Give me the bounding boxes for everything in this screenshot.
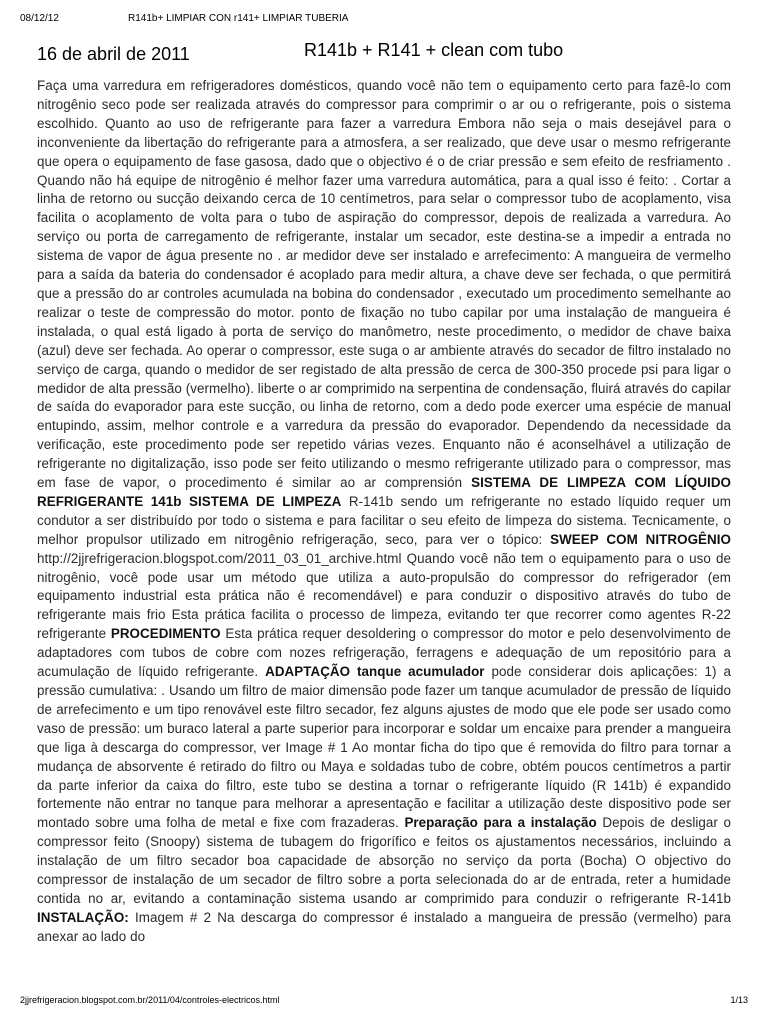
post-date: 16 de abril de 2011 — [37, 44, 190, 64]
print-date: 08/12/12 — [20, 13, 59, 24]
body-heading-sweep-nitrogen: SWEEP COM NITROGÊNIO — [550, 531, 731, 547]
body-heading-installation: INSTALAÇÃO: — [37, 909, 129, 925]
body-text: R-141b sendo um refrigerante no estado líquido requer um condutor a ser distribuído por todo o sistema e para facilitar o seu efeito de limpeza do sistema. Tecnicamente, o melhor propulsor utilizado em nitrogênio refrigeração, seco, para ver o tópico: — [37, 493, 732, 547]
post-title: R141b + R141 + clean com tubo — [304, 40, 564, 60]
body-heading-adaptation: ADAPTAÇÃO tanque acumulador — [265, 664, 485, 680]
article-body — [37, 77, 731, 947]
body-heading-preparation: Preparação para a instalação — [404, 815, 597, 831]
print-header — [20, 13, 748, 27]
body-text: Esta prática requer desoldering o compressor do motor e pelo desenvolvimento de adaptadores com tubos de cobre com nozes refrigeração, ferragens e adequação de um repositório para a acumulação de líquido refrigerante. — [37, 626, 731, 680]
body-heading-cleaning-system: SISTEMA DE LIMPEZA COM LÍQUIDO REFRIGERANTE 141b SISTEMA DE LIMPEZA — [37, 475, 732, 509]
print-footer — [20, 995, 748, 1009]
body-text: Imagem # 2 Na descarga do compressor é instalado a mangueira de pressão (vermelho) para anexar ao lado do — [37, 909, 731, 944]
print-document-title: R141b+ LIMPIAR CON r141+ LIMPIAR TUBERIA — [128, 13, 349, 24]
body-text: pode considerar dois aplicações: 1) a pressão cumulativa: . Usando um filtro de maior dimensão pode fazer um tanque acumulador de pressão de líquido de arrefecimento e um tipo renovável este filtro secador, fez alguns ajustes de modo que ele pode ser usado como vaso de pressão: um buraco lateral a parte superior para incorporar e soldar um encaixe para prender a mangueira que liga à descarga do compressor, ver Image # 1 Ao montar ficha do tipo que é removida do filtro para tornar a mudança de absorvente é retirado do filtro ou Maya e soldadas tubo de cobre, obtém poucos centímetros a partir da parte inferior da caixa do filtro, este tubo se destina a tornar o refrigerante líquido (R 141b) é expandido fortemente não entrar no tanque para melhorar a apresentação e facilitar a utilização deste dispositivo pode ser montado sobre uma folha de metal e fixe com frazaderas. — [37, 664, 731, 831]
body-text: Faça uma varredura em refrigeradores domésticos, quando você não tem o equipamento certo para fazê-lo com nitrogênio seco pode ser realizada através do compressor para comprimir o ar ou o refrigerante, pois o sistema escolhido. Quanto ao uso de refrigerante para fazer a varredura Embora não seja o mais desejável para o inconveniente da libertação do refrigerante para a atmosfera, a ser realizado, que deve usar o mesmo refrigerante que opera o equipamento de fase gasosa, dado que o objectivo é o de criar pressão e sem efeito de resfriamento . Quando não há equipe de nitrogênio é melhor fazer uma varredura automática, para a qual isso é feito: . Cortar a linha de retorno ou sucção deixando cerca de 10 centímetros, para selar o compressor tubo de acoplamento, visa facilita o acoplamento de volta para o tubo de aspiração do compressor, depois de realizada a varredura. Ao serviço ou porta de carregamento de refrigerante, instalar um secador, este destina-se a impedir a entrada no sistema de vapor de água presente no . ar medidor deve ser instalado e arrefecimento: A mangueira de vermelho para a saída da bateria do condensador é acoplado para medir altura, a chave deve ser fechada, o que permitirá que a pressão do ar controles acumulada na bobina do condensador , executado um procedimento semelhante ao realizar o teste de compressão do motor. ponto de fixação no tubo capilar por uma instalação de mangueira é instalada, o qual está ligado à porta de serviço do manômetro, neste procedimento, o medidor de chave baixa (azul) deve ser fechada. Ao operar o compressor, este suga o ar ambiente através do secador de filtro instalado no serviço de carga, quando o medidor de ser registado de alta pressão de cerca de 300-350 procede psi para ligar o medidor de alta pressão (vermelho). liberte o ar comprimido na serpentina de condensação, fluirá através do capilar de saída do evaporador para este sucção, ou linha de retorno, com a dedo pode exercer uma espécie de manual entupindo, assim, melhor controle e a varredura da pressão do evaporador. Dependendo da necessidade da verificação, este procedimento pode ser repetido várias vezes. Enquanto não é aconselhável a utilização de refrigerante no digitalização, isso pode ser feito utilizando o mesmo refrigerante utilizado para o compressor, mas em fase de vapor, o procedimento é similar ao ar comprensión — [37, 78, 731, 491]
body-heading-procedure: PROCEDIMENTO — [110, 626, 221, 642]
print-page-number: 1/13 — [730, 995, 748, 1005]
body-text: http://2jjrefrigeracion.blogspot.com/2011_03_01_archive.html Quando você não tem o equipamento para o uso de nitrogênio, você pode usar um método que utiliza a auto-propulsão do compressor do refrigerador (em equipamento industrial esta prática não é recomendável) e para conduzir o dispositivo através do tubo de refrigerante mais frio Esta prática facilita o processo de limpeza, evitando ter que recorrer como agentes R-22 refrigerante — [37, 550, 731, 642]
body-text: Depois de desligar o compressor feito (Snoopy) sistema de tubagem do frigorífico e feitos os ajustamentos necessários, incluindo a instalação de um filtro secador boa capacidade de absorção no serviço da porta (Bocha) O objectivo do compressor de instalação de um secador de filtro sobre a porta selecionada do ar de entrada, reter a humidade contida no ar, evitando a contaminação sistema usando ar comprimido para conduzir o refrigerante R-141b — [37, 815, 731, 906]
print-footer-url: 2jjrefrigeracion.blogspot.com.br/2011/04/controles-electricos.html — [20, 995, 280, 1005]
